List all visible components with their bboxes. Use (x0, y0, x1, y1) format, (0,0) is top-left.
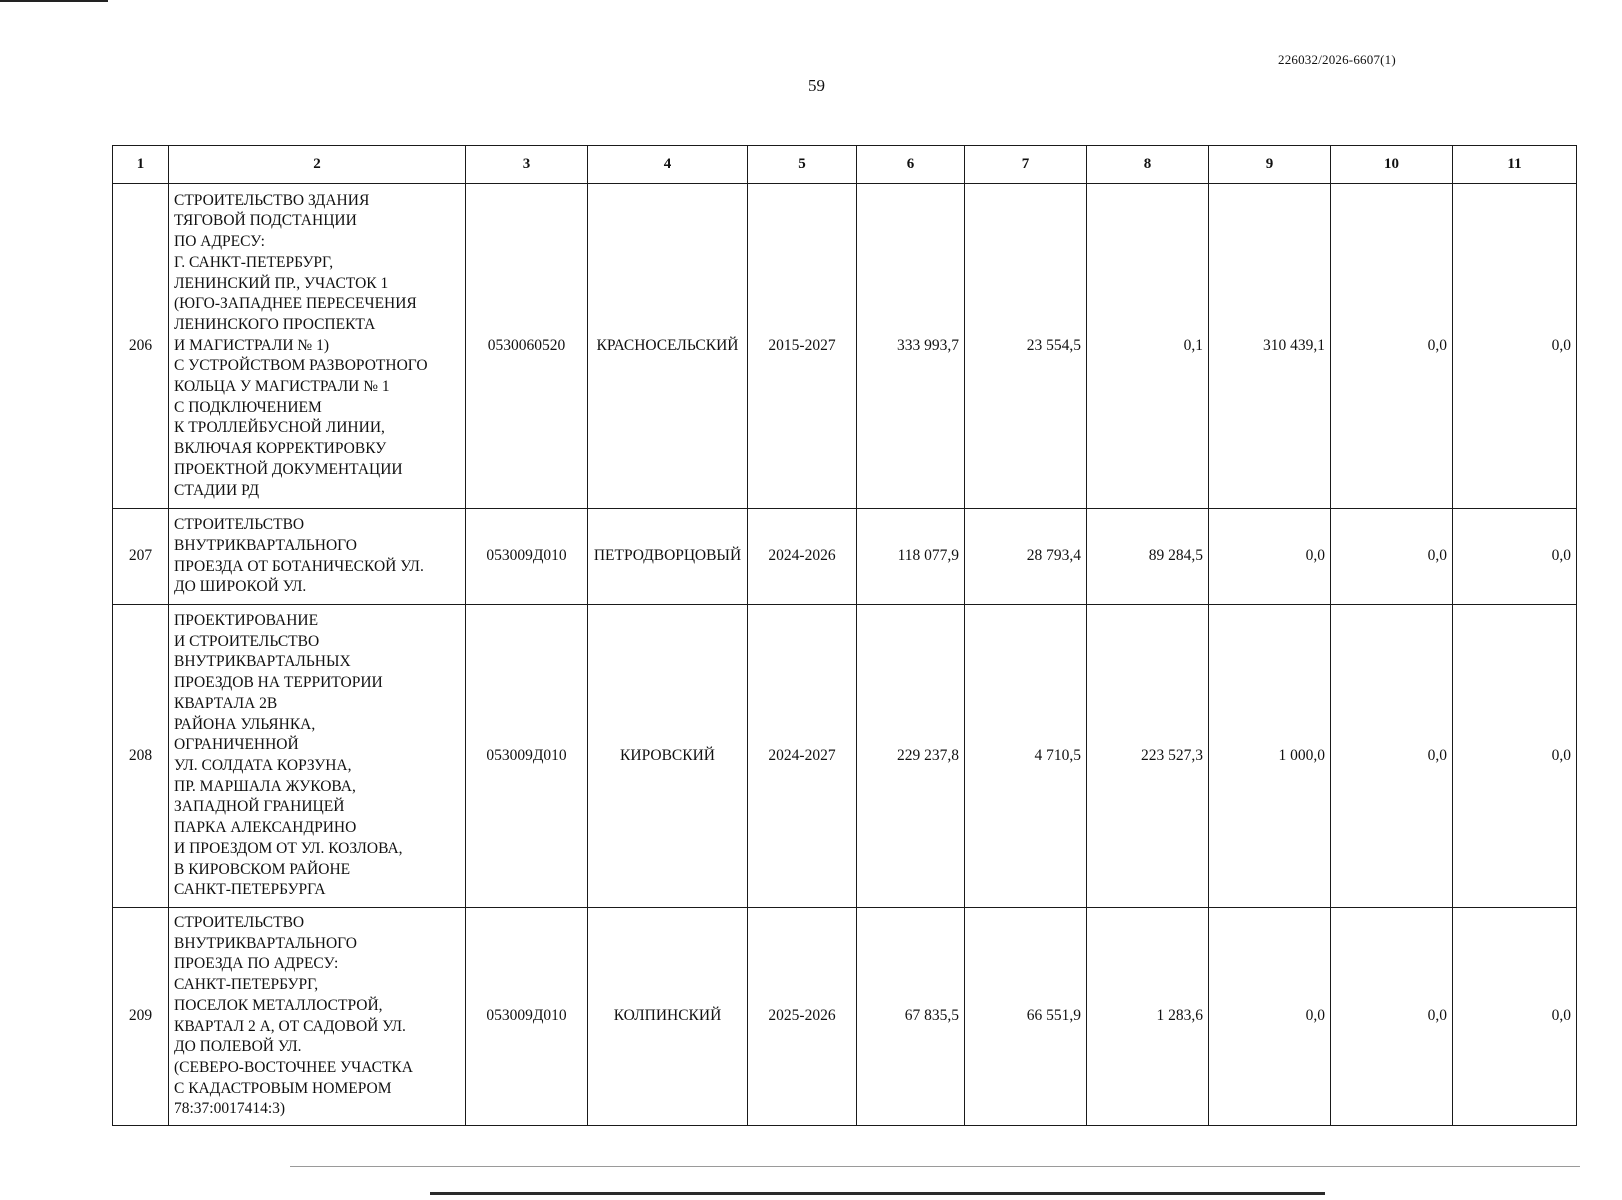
value-col-8: 89 284,5 (1087, 509, 1209, 605)
column-header: 10 (1331, 146, 1453, 184)
column-header: 3 (466, 146, 588, 184)
column-header: 6 (857, 146, 965, 184)
value-col-9: 0,0 (1209, 908, 1331, 1126)
scan-edge-mark (0, 0, 108, 2)
period: 2024-2027 (748, 605, 857, 908)
value-col-9: 1 000,0 (1209, 605, 1331, 908)
district: ПЕТРОДВОРЦОВЫЙ (588, 509, 748, 605)
value-col-6: 67 835,5 (857, 908, 965, 1126)
footer-rule-bold (430, 1192, 1325, 1195)
column-header: 7 (965, 146, 1087, 184)
object-name: ПРОЕКТИРОВАНИЕ И СТРОИТЕЛЬСТВО ВНУТРИКВАРТАЛЬНЫХ ПРОЕЗДОВ НА ТЕРРИТОРИИ КВАРТАЛА 2В РАЙОНА УЛЬЯНКА, ОГРАНИЧЕННОЙ УЛ. СОЛДАТА КОРЗУНА, ПР. МАРШАЛА ЖУКОВА, ЗАПАДНОЙ ГРАНИЦЕЙ ПАРКА АЛЕКСАНДРИНО И ПРОЕЗДОМ ОТ УЛ. КОЗЛОВА, В КИРОВСКОМ РАЙОНЕ САНКТ-ПЕТЕРБУРГА (169, 605, 466, 908)
object-code: 053009Д010 (466, 509, 588, 605)
value-col-9: 0,0 (1209, 509, 1331, 605)
value-col-6: 118 077,9 (857, 509, 965, 605)
district: КОЛПИНСКИЙ (588, 908, 748, 1126)
value-col-7: 4 710,5 (965, 605, 1087, 908)
row-number: 209 (113, 908, 169, 1126)
value-col-11: 0,0 (1453, 908, 1577, 1126)
value-col-6: 229 237,8 (857, 605, 965, 908)
column-header: 1 (113, 146, 169, 184)
table-row (113, 184, 1577, 509)
object-code: 053009Д010 (466, 605, 588, 908)
value-col-10: 0,0 (1331, 509, 1453, 605)
row-number: 206 (113, 184, 169, 509)
object-code: 0530060520 (466, 184, 588, 509)
value-col-8: 0,1 (1087, 184, 1209, 509)
object-name: СТРОИТЕЛЬСТВО ЗДАНИЯ ТЯГОВОЙ ПОДСТАНЦИИ ПО АДРЕСУ: Г. САНКТ-ПЕТЕРБУРГ, ЛЕНИНСКИЙ ПР., УЧАСТОК 1 (ЮГО-ЗАПАДНЕЕ ПЕРЕСЕЧЕНИЯ ЛЕНИНСКОГО ПРОСПЕКТА И МАГИСТРАЛИ № 1) С УСТРОЙСТВОМ РАЗВОРОТНОГО КОЛЬЦА У МАГИСТРАЛИ № 1 С ПОДКЛЮЧЕНИЕМ К ТРОЛЛЕЙБУСНОЙ ЛИНИИ, ВКЛЮЧАЯ КОРРЕКТИРОВКУ ПРОЕКТНОЙ ДОКУМЕНТАЦИИ СТАДИИ РД (169, 184, 466, 509)
value-col-7: 28 793,4 (965, 509, 1087, 605)
table-row (113, 509, 1577, 605)
table-row (113, 605, 1577, 908)
column-header: 11 (1453, 146, 1577, 184)
period: 2024-2026 (748, 509, 857, 605)
column-header: 5 (748, 146, 857, 184)
column-header: 9 (1209, 146, 1331, 184)
budget-objects-table (112, 145, 1577, 1126)
object-code: 053009Д010 (466, 908, 588, 1126)
value-col-10: 0,0 (1331, 908, 1453, 1126)
district: КРАСНОСЕЛЬСКИЙ (588, 184, 748, 509)
value-col-7: 66 551,9 (965, 908, 1087, 1126)
value-col-7: 23 554,5 (965, 184, 1087, 509)
object-name: СТРОИТЕЛЬСТВО ВНУТРИКВАРТАЛЬНОГО ПРОЕЗДА ОТ БОТАНИЧЕСКОЙ УЛ. ДО ШИРОКОЙ УЛ. (169, 509, 466, 605)
footer-rule (290, 1166, 1580, 1167)
value-col-8: 1 283,6 (1087, 908, 1209, 1126)
table-header-row (113, 146, 1577, 184)
value-col-11: 0,0 (1453, 509, 1577, 605)
document-registration-number: 226032/2026-6607(1) (1278, 52, 1396, 67)
value-col-8: 223 527,3 (1087, 605, 1209, 908)
value-col-9: 310 439,1 (1209, 184, 1331, 509)
value-col-10: 0,0 (1331, 184, 1453, 509)
period: 2025-2026 (748, 908, 857, 1126)
column-header: 8 (1087, 146, 1209, 184)
column-header: 2 (169, 146, 466, 184)
table-row (113, 908, 1577, 1126)
period: 2015-2027 (748, 184, 857, 509)
column-header: 4 (588, 146, 748, 184)
row-number: 208 (113, 605, 169, 908)
page-number: 59 (808, 76, 825, 95)
value-col-6: 333 993,7 (857, 184, 965, 509)
value-col-10: 0,0 (1331, 605, 1453, 908)
district: КИРОВСКИЙ (588, 605, 748, 908)
object-name: СТРОИТЕЛЬСТВО ВНУТРИКВАРТАЛЬНОГО ПРОЕЗДА ПО АДРЕСУ: САНКТ-ПЕТЕРБУРГ, ПОСЕЛОК МЕТАЛЛОСТРОЙ, КВАРТАЛ 2 А, ОТ САДОВОЙ УЛ. ДО ПОЛЕВОЙ УЛ. (СЕВЕРО-ВОСТОЧНЕЕ УЧАСТКА С КАДАСТРОВЫМ НОМЕРОМ 78:37:0017414:3) (169, 908, 466, 1126)
value-col-11: 0,0 (1453, 184, 1577, 509)
row-number: 207 (113, 509, 169, 605)
value-col-11: 0,0 (1453, 605, 1577, 908)
